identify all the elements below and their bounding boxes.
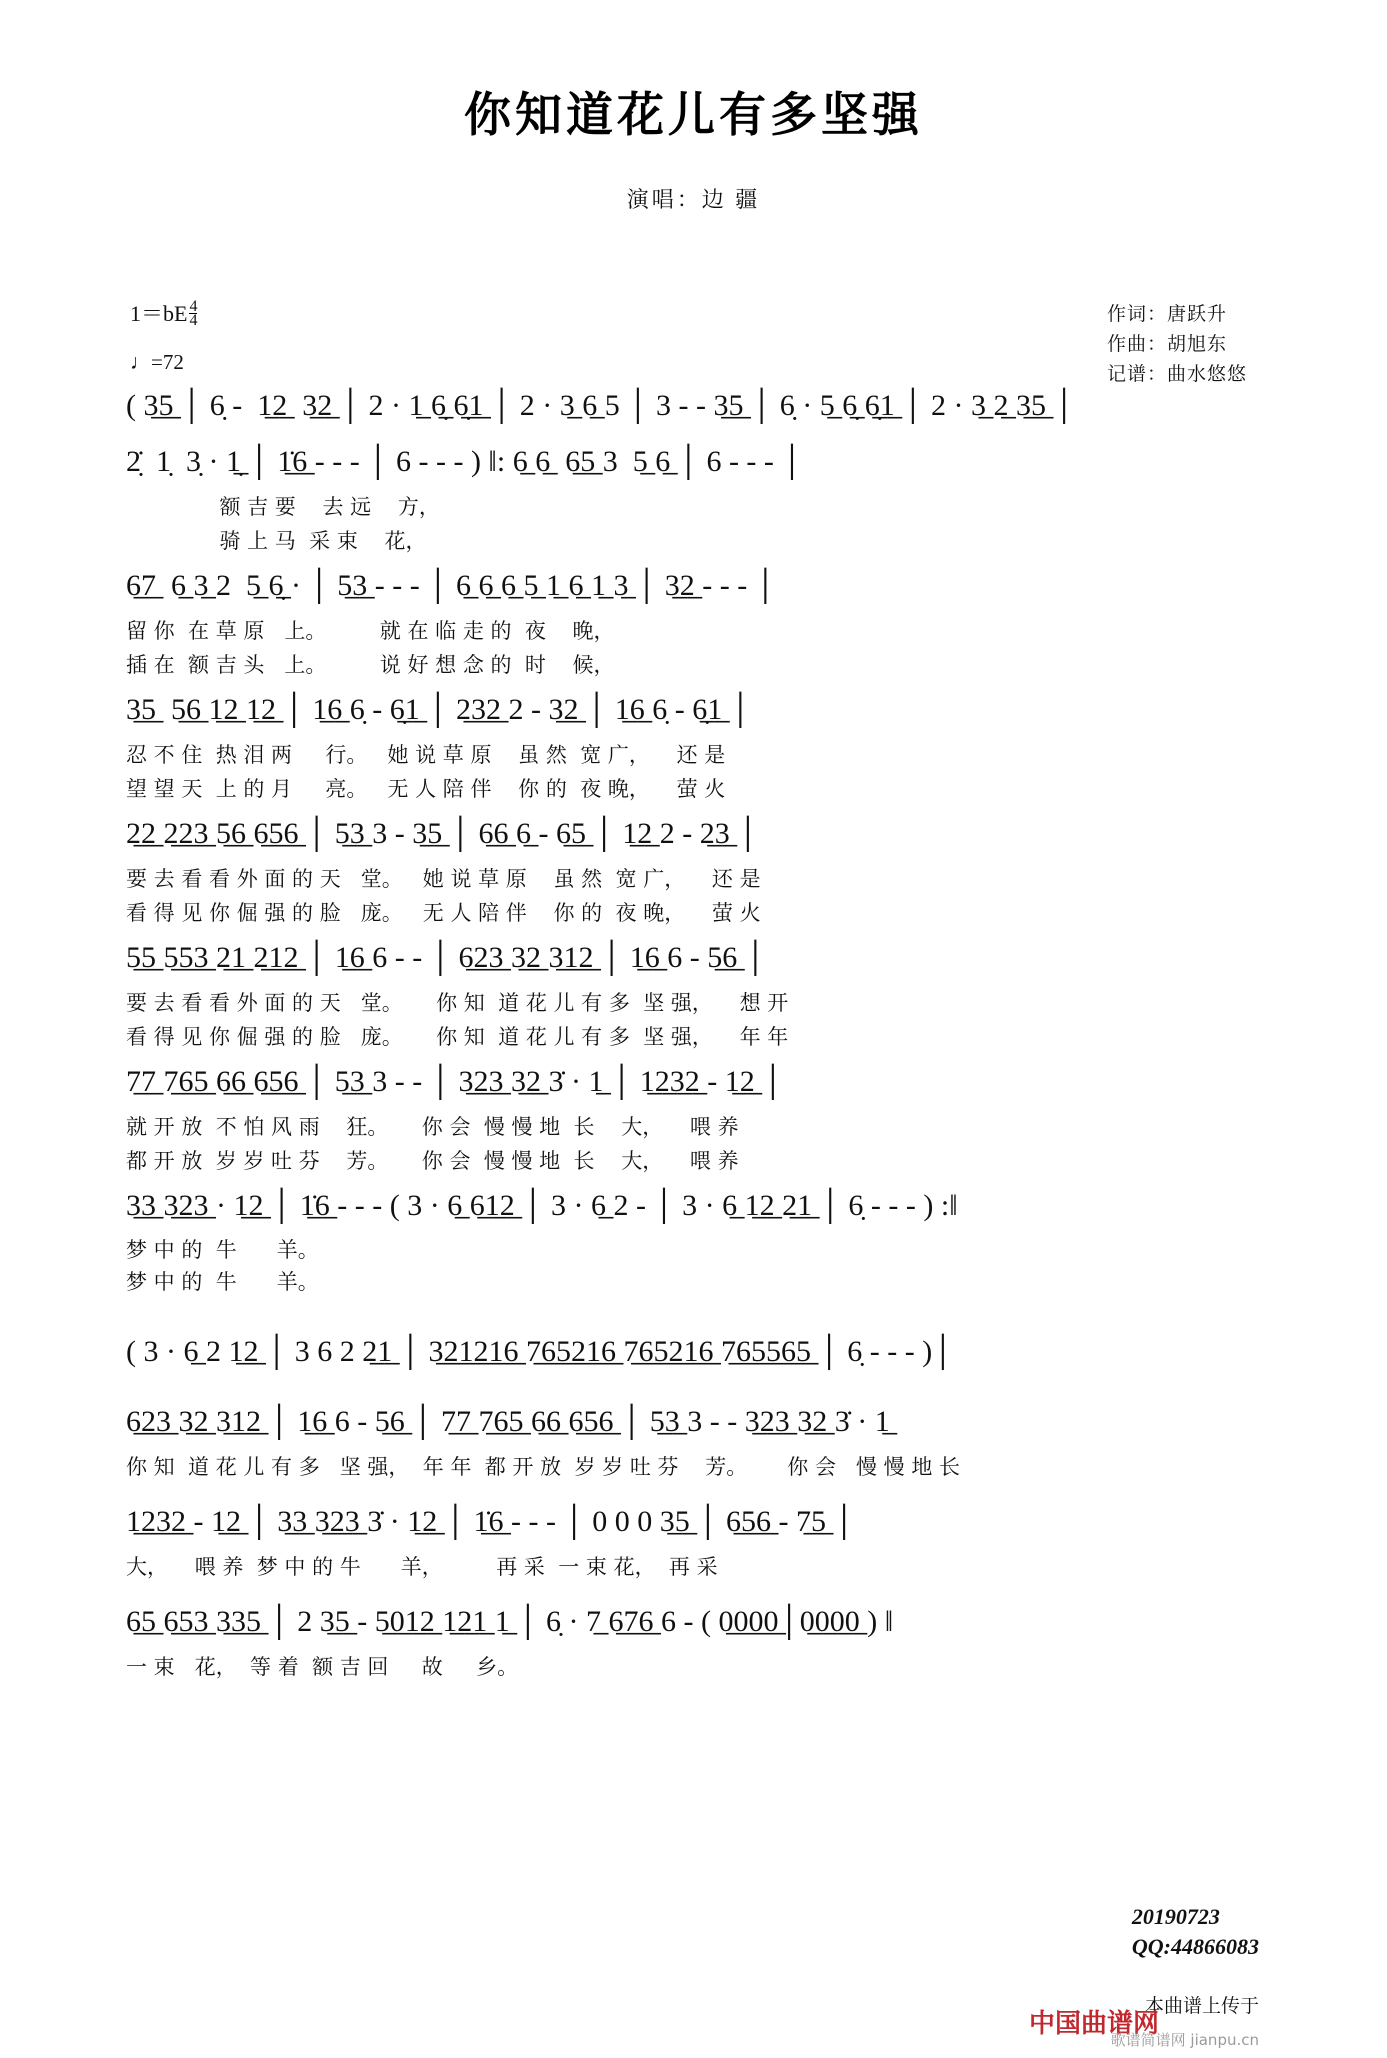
upload-credit [1145,1991,1259,2018]
footer-qq: QQ:44866083 [1131,1934,1259,1959]
lyric-line: 看 得 见 你 倔 强 的 脸 庞。 你 知 道 花 儿 有 多 坚 强， 年 年 [126,1025,789,1049]
score-system [0,378,1387,434]
time-signature [189,300,197,327]
score-system [0,1054,1387,1178]
lyric-line: 梦 中 的 牛 羊。 [126,1270,319,1294]
key-signature: 1＝bE [130,301,188,326]
lyric-line: 留 你 在 草 原 上。 就 在 临 走 的 夜 晚， [126,619,615,643]
score-system [0,1394,1387,1484]
score-system [0,806,1387,930]
credit-transcriber: 记谱：曲水悠悠 [1106,364,1247,385]
credit-lyricist: 作词：唐跃升 [1106,304,1227,325]
score-system [0,1594,1387,1684]
time-signature-denominator: 4 [189,312,198,329]
footer-date: 20190723 [1131,1904,1220,1929]
lyric-line: 额 吉 要 去 远 方， [126,495,440,519]
score-system [0,1494,1387,1584]
notation-line: 7̲7̲ 7̲6̲5̲ 6̲6̲ 6̲5̲6̲ │ 5̲3̲ 3 - - │ 3̲2̲3̲ 3̲2̲ 3̇ · 1̲ │ 1̲2̲3̲2̲ - 1̲2̲ │ [126,1065,784,1098]
notation-line: 2̣̇ 1̣ 3̣ · 1̣̲ │ 1̲̇6̲ - - - │ 6 - - - ) ‖: 6̲ 6̲ 6̲5̲ 3 5̲ 6̲ │ 6 - - - │ [126,445,803,478]
lyric-line: 插 在 额 吉 头 上。 说 好 想 念 的 时 候， [126,653,615,677]
tempo-marking: ♩=72 [130,350,184,374]
page-title: 你知道花儿有多坚强 [464,88,923,143]
score-system [0,558,1387,682]
score-system [0,682,1387,806]
singer-credit: 演唱：边 疆 [626,187,761,212]
lyric-line: 梦 中 的 牛 羊。 [126,1238,319,1262]
notation-line: 3̲5̲ 5̲6̲ 1̲2̲ 1̲2̲ │ 1̲6̲ 6̣ - 6̣̲1̲ │ 2̲3̲2̲ 2 - 3̲2̲ │ 1̲6̲ 6̣ - 6̣̲1̲ │ [126,693,751,726]
notation-line: 6̲7̲ 6̲ 3̲ 2 5̲ 6̣̲ · │ 5̲3̲ - - - │ 6̲ 6̲ 6̲ 5̲ 1̲ 6̲ 1̲ 3̲ │ 3̲2̲ - - - │ [126,569,776,602]
notation-line: ( 3̲5̲ │ 6̣ - 1̲2̲ 3̲2̲ │ 2 · 1̲ 6̣̲ 6̣̲1̲ │ 2 · 3̲ 6̲ 5 │ 3 - - 3̲5̲ │ 6̣ · 5̲ 6̣̲ 6̣̲1̲ │ 2 · 3̲ 2̲ 3̲5̲ │ [126,389,1075,422]
lyric-line: 都 开 放 岁 岁 吐 芬 芳。 你 会 慢 慢 地 长 大， 喂 养 [126,1149,739,1173]
lyric-line: 望 望 天 上 的 月 亮。 无 人 陪 伴 你 的 夜 晚， 萤 火 [126,777,726,801]
lyric-line: 要 去 看 看 外 面 的 天 堂。 她 说 草 原 虽 然 宽 广， 还 是 [126,867,761,891]
site-logo: 中国曲谱网 [1028,2009,1159,2038]
credit-composer: 作曲：胡旭东 [1106,334,1227,355]
score-body [0,378,1387,1684]
lyric-line: 要 去 看 看 外 面 的 天 堂。 你 知 道 花 儿 有 多 坚 强， 想 开 [126,991,789,1015]
time-signature-numerator: 4 [189,298,198,315]
lyric-line: 忍 不 住 热 泪 两 行。 她 说 草 原 虽 然 宽 广， 还 是 [126,743,726,767]
lyric-line: 你 知 道 花 儿 有 多 坚 强， 年 年 都 开 放 岁 岁 吐 芬 芳。 你 会 慢 慢 地 长 [126,1455,961,1479]
score-system [0,930,1387,1054]
lyric-line: 就 开 放 不 怕 风 雨 狂。 你 会 慢 慢 地 长 大， 喂 养 [126,1115,739,1139]
notation-line: 3̲3̲ 3̲2̲3̲ · 1̲2̲ │ 1̲̇6̲ - - - ( 3 · 6̲ 6̲1̲2̲ │ 3 · 6̲ 2 - │ 3 · 6̲ 1̲2̲ 2̲1̲ │ 6̣ - - - ) :‖ [126,1189,958,1222]
footer-block [1132,1902,1259,1962]
notation-line: 1̲2̲3̲2̲ - 1̲2̲ │ 3̲3̲ 3̲2̲3̲ 3̇ · 1̲2̲ │ 1̲̇6̲ - - - │ 0 0 0 3̲5̲ │ 6̲5̲6̲ - 7̲5̲ │ [126,1505,855,1538]
notation-line: 2̲2̲ 2̲2̲3̲ 5̲6̲ 6̲5̲6̲ │ 5̲3̲ 3 - 3̲5̲ │ 6̲6̲ 6̲ - 6̲5̲ │ 1̲2̲ 2 - 2̲3̲ │ [126,817,759,850]
lyric-line: 看 得 见 你 倔 强 的 脸 庞。 无 人 陪 伴 你 的 夜 晚， 萤 火 [126,901,761,925]
lyric-line: 大， 喂 养 梦 中 的 牛 羊， 再 采 一 束 花， 再 采 [126,1555,718,1579]
score-system [0,1324,1387,1380]
credits-block [1107,300,1247,390]
upload-prefix: 本曲谱上传于 [1144,1995,1259,2017]
lyric-line: 骑 上 马 采 束 花， [126,529,427,553]
watermark-text: 歌谱简谱网 jianpu.cn [1110,2031,1259,2049]
sheet-music-page [0,78,1387,2058]
lyric-line: 一 束 花， 等 着 额 吉 回 故 乡。 [126,1655,519,1679]
key-signature-block [130,300,197,328]
notation-line: 6̲2̲3̲ 3̲2̲ 3̲1̲2̲ │ 1̲6̲ 6 - 5̲6̲ │ 7̲7̲ 7̲6̲5̲ 6̲6̲ 6̲5̲6̲ │ 5̲3̲ 3 - - 3̲2̲3̲ 3̲2̲ 3̇ · 1̲ [126,1405,890,1438]
score-system [0,434,1387,558]
notation-line: ( 3 · 6̲ 2 1̲2̲ │ 3 6 2 2̲1̲ │ 3̲2̲1̲2̲1̲6̲ 7̲6̲5̲2̲1̲6̲ 7̲6̲5̲2̲1̲6̲ 7̲6̲5̲5̲6̲5̲ │ 6̣ - - - )│ [126,1335,954,1368]
notation-line: 6̲5̲ 6̲5̲3̲ 3̲3̲5̲ │ 2 3̲5̲ - 5̲0̲1̲2̲ 1̲2̲1̲ 1̲ │ 6̣ · 7̲ 6̲7̲6̲ 6 - ( 0̲0̲0̲0̲│0̲0̲0̲0̲ ) ‖ [126,1605,894,1638]
notation-line: 5̲5̲ 5̲5̲3̲ 2̲1̲ 2̲1̲2̲ │ 1̲6̲ 6 - - │ 6̲2̲3̲ 3̲2̲ 3̲1̲2̲ │ 1̲6̲ 6 - 5̲6̲ │ [126,941,766,974]
score-system [0,1178,1387,1298]
